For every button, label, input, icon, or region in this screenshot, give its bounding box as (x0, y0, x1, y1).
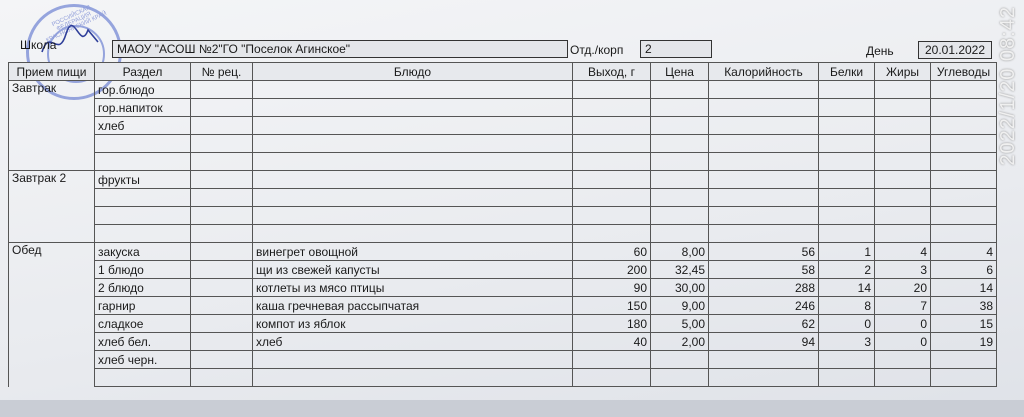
table-row (9, 189, 997, 207)
section-cell: гор.напиток (95, 99, 191, 117)
carbs-cell: 6 (931, 261, 997, 279)
col-price: Цена (651, 63, 709, 81)
carbs-cell: 15 (931, 315, 997, 333)
protein-cell: 2 (819, 261, 875, 279)
school-name-field: МАОУ "АСОШ №2"ГО "Поселок Агинское" (112, 40, 568, 58)
col-fat: Жиры (875, 63, 931, 81)
section-cell: 1 блюдо (95, 261, 191, 279)
meal-breakfast: Завтрак (9, 81, 95, 171)
col-section: Раздел (95, 63, 191, 81)
table-row (9, 135, 997, 153)
col-meal: Прием пищи (9, 63, 95, 81)
col-carbs: Углеводы (931, 63, 997, 81)
kcal-cell: 94 (709, 333, 819, 351)
table-row (9, 297, 997, 315)
dept-field: 2 (640, 40, 712, 58)
protein-cell: 1 (819, 243, 875, 261)
table-row (9, 99, 997, 117)
section-cell: 2 блюдо (95, 279, 191, 297)
meal-breakfast-2: Завтрак 2 (9, 171, 95, 243)
table-row (9, 261, 997, 279)
section-cell: сладкое (95, 315, 191, 333)
weight-cell: 200 (573, 261, 651, 279)
weight-cell: 180 (573, 315, 651, 333)
price-cell: 9,00 (651, 297, 709, 315)
col-protein: Белки (819, 63, 875, 81)
menu-table (8, 62, 997, 387)
protein-cell: 14 (819, 279, 875, 297)
page-shadow (0, 400, 1024, 417)
fat-cell: 7 (875, 297, 931, 315)
price-cell: 32,45 (651, 261, 709, 279)
section-cell: хлеб бел. (95, 333, 191, 351)
dish-cell: каша гречневая рассыпчатая (253, 297, 573, 315)
dish-cell: компот из яблок (253, 315, 573, 333)
protein-cell: 8 (819, 297, 875, 315)
table-row (9, 117, 997, 135)
table-row (9, 243, 997, 261)
dish-cell: хлеб (253, 333, 573, 351)
school-label: Школа (20, 38, 57, 52)
table-row (9, 225, 997, 243)
carbs-cell: 19 (931, 333, 997, 351)
col-weight: Выход, г (573, 63, 651, 81)
carbs-cell: 4 (931, 243, 997, 261)
fat-cell: 4 (875, 243, 931, 261)
fat-cell: 0 (875, 315, 931, 333)
weight-cell: 60 (573, 243, 651, 261)
weight-cell: 150 (573, 297, 651, 315)
section-cell: гор.блюдо (95, 81, 191, 99)
kcal-cell: 288 (709, 279, 819, 297)
col-dish: Блюдо (253, 63, 573, 81)
table-row (9, 315, 997, 333)
meal-lunch: Обед (9, 243, 95, 387)
carbs-cell: 38 (931, 297, 997, 315)
price-cell: 30,00 (651, 279, 709, 297)
photo-timestamp: 2022/1/20 08:42 (997, 6, 1019, 166)
table-row (9, 153, 997, 171)
section-cell: закуска (95, 243, 191, 261)
kcal-cell: 62 (709, 315, 819, 333)
section-cell: фрукты (95, 171, 191, 189)
fat-cell: 0 (875, 333, 931, 351)
table-row (9, 81, 997, 99)
protein-cell: 3 (819, 333, 875, 351)
day-field: 20.01.2022 (918, 41, 992, 59)
kcal-cell: 58 (709, 261, 819, 279)
table-row (9, 333, 997, 351)
stamp-text: РОССИЙСКАЯ ФЕДЕРАЦИЯ КРАСНОЯРСКИЙ КРАЙ (45, 4, 108, 45)
section-cell: хлеб черн. (95, 351, 191, 369)
col-kcal: Калорийность (709, 63, 819, 81)
price-cell: 5,00 (651, 315, 709, 333)
fat-cell: 20 (875, 279, 931, 297)
dish-cell: винегрет овощной (253, 243, 573, 261)
table-row (9, 207, 997, 225)
kcal-cell: 56 (709, 243, 819, 261)
weight-cell: 40 (573, 333, 651, 351)
dish-cell: котлеты из мясо птицы (253, 279, 573, 297)
weight-cell: 90 (573, 279, 651, 297)
section-cell: гарнир (95, 297, 191, 315)
carbs-cell: 14 (931, 279, 997, 297)
col-recipe-no: № рец. (191, 63, 253, 81)
table-row (9, 369, 997, 387)
price-cell: 2,00 (651, 333, 709, 351)
table-row (9, 279, 997, 297)
kcal-cell: 246 (709, 297, 819, 315)
table-row (9, 351, 997, 369)
price-cell: 8,00 (651, 243, 709, 261)
fat-cell: 3 (875, 261, 931, 279)
dept-label: Отд./корп (570, 43, 624, 57)
table-row (9, 171, 997, 189)
table-header-row (9, 63, 997, 81)
day-label: День (866, 44, 894, 58)
protein-cell: 0 (819, 315, 875, 333)
section-cell: хлеб (95, 117, 191, 135)
dish-cell: щи из свежей капусты (253, 261, 573, 279)
